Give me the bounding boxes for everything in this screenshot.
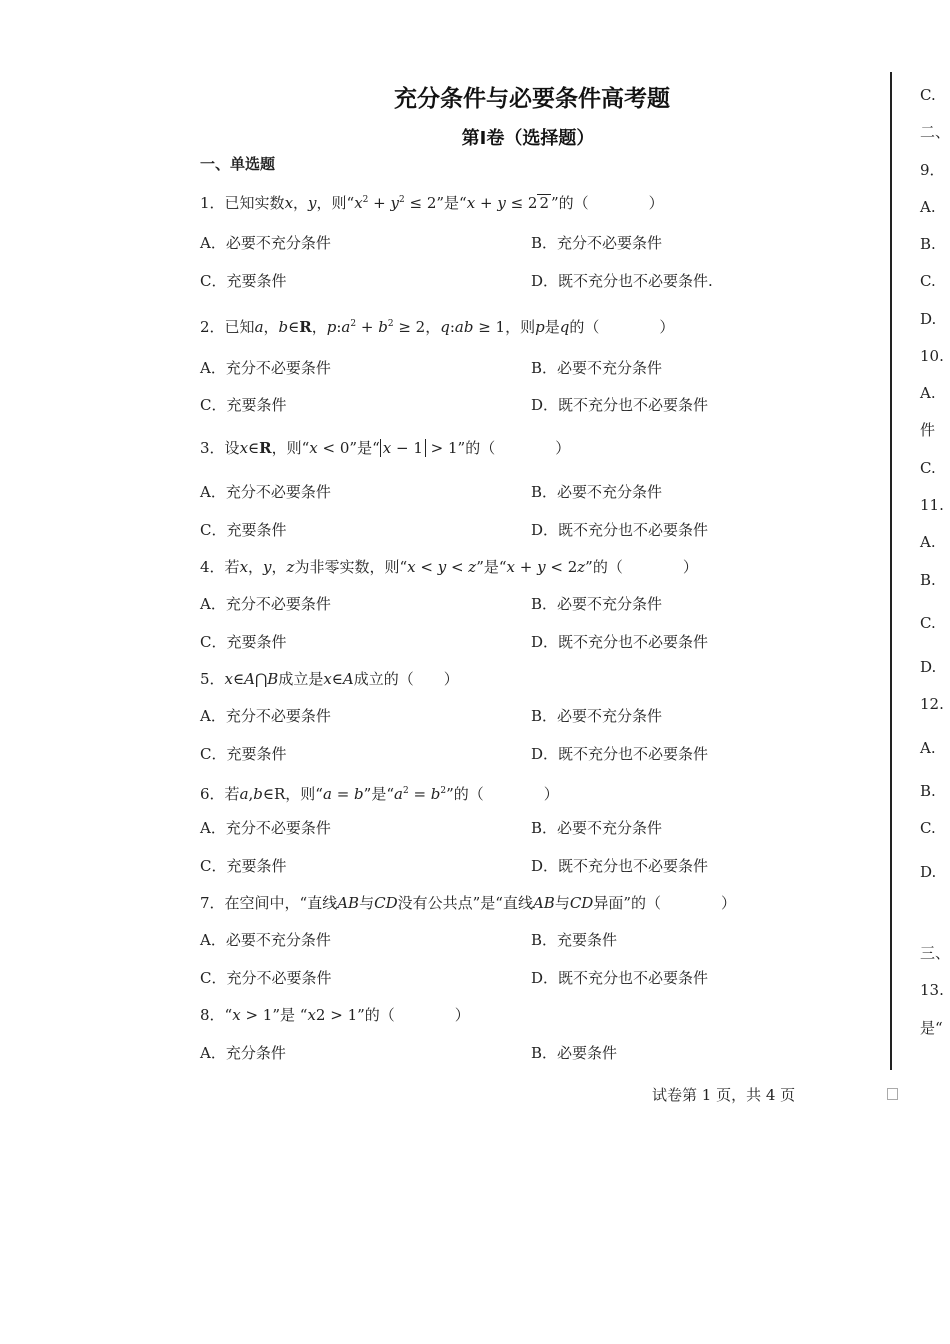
right-column-fragment: D.: [920, 310, 937, 328]
right-column-fragment: A.: [920, 533, 936, 551]
q2-option-b[interactable]: B．必要不充分条件: [531, 359, 663, 377]
right-column-fragment: C.: [920, 86, 936, 104]
right-column-fragment: C.: [920, 614, 936, 632]
section-heading-single-choice: 一、单选题: [200, 155, 276, 173]
right-column-fragment: A.: [920, 739, 936, 757]
q1-option-d[interactable]: D．既不充分也不必要条件.: [531, 272, 713, 290]
q1-option-b[interactable]: B．充分不必要条件: [531, 234, 663, 252]
question-8: 8．“x > 1”是 “x2 > 1”的（ ）: [200, 1006, 470, 1024]
q4-option-d[interactable]: D．既不充分也不必要条件: [531, 633, 709, 651]
q4-option-a[interactable]: A．充分不必要条件: [200, 595, 331, 613]
question-number: 7．: [200, 894, 225, 912]
q3-option-b[interactable]: B．必要不充分条件: [531, 483, 663, 501]
right-column-fragment: 是“: [920, 1019, 943, 1037]
right-column-fragment: B.: [920, 782, 936, 800]
q2-option-c[interactable]: C．充要条件: [200, 396, 287, 414]
q5-option-a[interactable]: A．充分不必要条件: [200, 707, 331, 725]
q7-option-d[interactable]: D．既不充分也不必要条件: [531, 969, 709, 987]
right-column-fragment: D.: [920, 658, 937, 676]
q2-option-a[interactable]: A．充分不必要条件: [200, 359, 331, 377]
page-footer: 试卷第 1 页，共 4 页: [652, 1086, 796, 1104]
q6-option-a[interactable]: A．充分不必要条件: [200, 819, 331, 837]
question-2: 2．已知a，b∈R，$p:a^2 + b^2 \ge 2$，q:ab ≥ 1，则p是q的（ ）: [200, 318, 675, 336]
right-column-fragment: D.: [920, 863, 937, 881]
paper-subtitle: 第Ⅰ卷（选择题）: [461, 128, 595, 149]
question-number: 6．: [200, 785, 225, 803]
q7-option-a[interactable]: A．必要不充分条件: [200, 931, 331, 949]
right-column-fragment: B.: [920, 235, 936, 253]
question-3: 3．设x∈R，则“x < 0”是“ x − 1 > 1”的（ ）: [200, 439, 571, 457]
right-column-fragment: 13.: [920, 981, 944, 999]
right-column-fragment: A.: [920, 384, 936, 402]
q1-option-a[interactable]: A．必要不充分条件: [200, 234, 331, 252]
q5-option-d[interactable]: D．既不充分也不必要条件: [531, 745, 709, 763]
right-column-fragment: 11.: [920, 496, 944, 514]
q3-option-c[interactable]: C．充要条件: [200, 521, 287, 539]
right-column-fragment: C.: [920, 459, 936, 477]
q6-option-c[interactable]: C．充要条件: [200, 857, 287, 875]
q3-option-a[interactable]: A．充分不必要条件: [200, 483, 331, 501]
right-column-fragment: 三、: [920, 944, 950, 962]
placeholder-box-icon: [887, 1088, 898, 1100]
column-divider: [890, 72, 892, 1070]
question-6: 6．若a,b∈R，则“a = b”是“$a^2 = b^2$”的（ ）: [200, 785, 559, 803]
right-column-fragment: A.: [920, 198, 936, 216]
right-column-fragment: 件: [920, 421, 936, 439]
question-1: 1．已知实数x，y，则“$x^2 + y^2 \le 2$”是“x + y ≤ 2 2 ”的（ ）: [200, 194, 664, 212]
question-number: 2．: [200, 318, 225, 336]
question-7: 7．在空间中，“直线AB与CD没有公共点”是“直线AB与CD异面”的（ ）: [200, 894, 737, 912]
q7-option-b[interactable]: B．充要条件: [531, 931, 618, 949]
q6-option-b[interactable]: B．必要不充分条件: [531, 819, 663, 837]
question-number: 4．: [200, 558, 225, 576]
question-number: 1．: [200, 194, 225, 212]
question-5: 5．x∈A⋂B成立是x∈A成立的（ ）: [200, 670, 459, 688]
right-column-fragment: 10.: [920, 347, 944, 365]
right-column-fragment: 9．: [920, 161, 945, 179]
q6-option-d[interactable]: D．既不充分也不必要条件: [531, 857, 709, 875]
q4-option-c[interactable]: C．充要条件: [200, 633, 287, 651]
q2-option-d[interactable]: D．既不充分也不必要条件: [531, 396, 709, 414]
q5-option-c[interactable]: C．充要条件: [200, 745, 287, 763]
right-column-fragment: C.: [920, 272, 936, 290]
right-column-fragment: 二、: [920, 123, 950, 141]
q4-option-b[interactable]: B．必要不充分条件: [531, 595, 663, 613]
question-4: 4．若x，y，z为非零实数，则“x < y < z”是“x + y < 2z”的（ ）: [200, 558, 698, 576]
q8-option-b[interactable]: B．必要条件: [531, 1044, 618, 1062]
document-title: 充分条件与必要条件高考题: [394, 86, 670, 112]
question-number: 8．: [200, 1006, 225, 1024]
q5-option-b[interactable]: B．必要不充分条件: [531, 707, 663, 725]
question-number: 3．: [200, 439, 225, 457]
q1-option-c[interactable]: C．充要条件: [200, 272, 287, 290]
q3-option-d[interactable]: D．既不充分也不必要条件: [531, 521, 709, 539]
question-number: 5．: [200, 670, 225, 688]
q7-option-c[interactable]: C．充分不必要条件: [200, 969, 332, 987]
right-column-fragment: 12.: [920, 695, 944, 713]
q8-option-a[interactable]: A．充分条件: [200, 1044, 286, 1062]
right-column-fragment: B.: [920, 571, 936, 589]
right-column-fragment: C.: [920, 819, 936, 837]
